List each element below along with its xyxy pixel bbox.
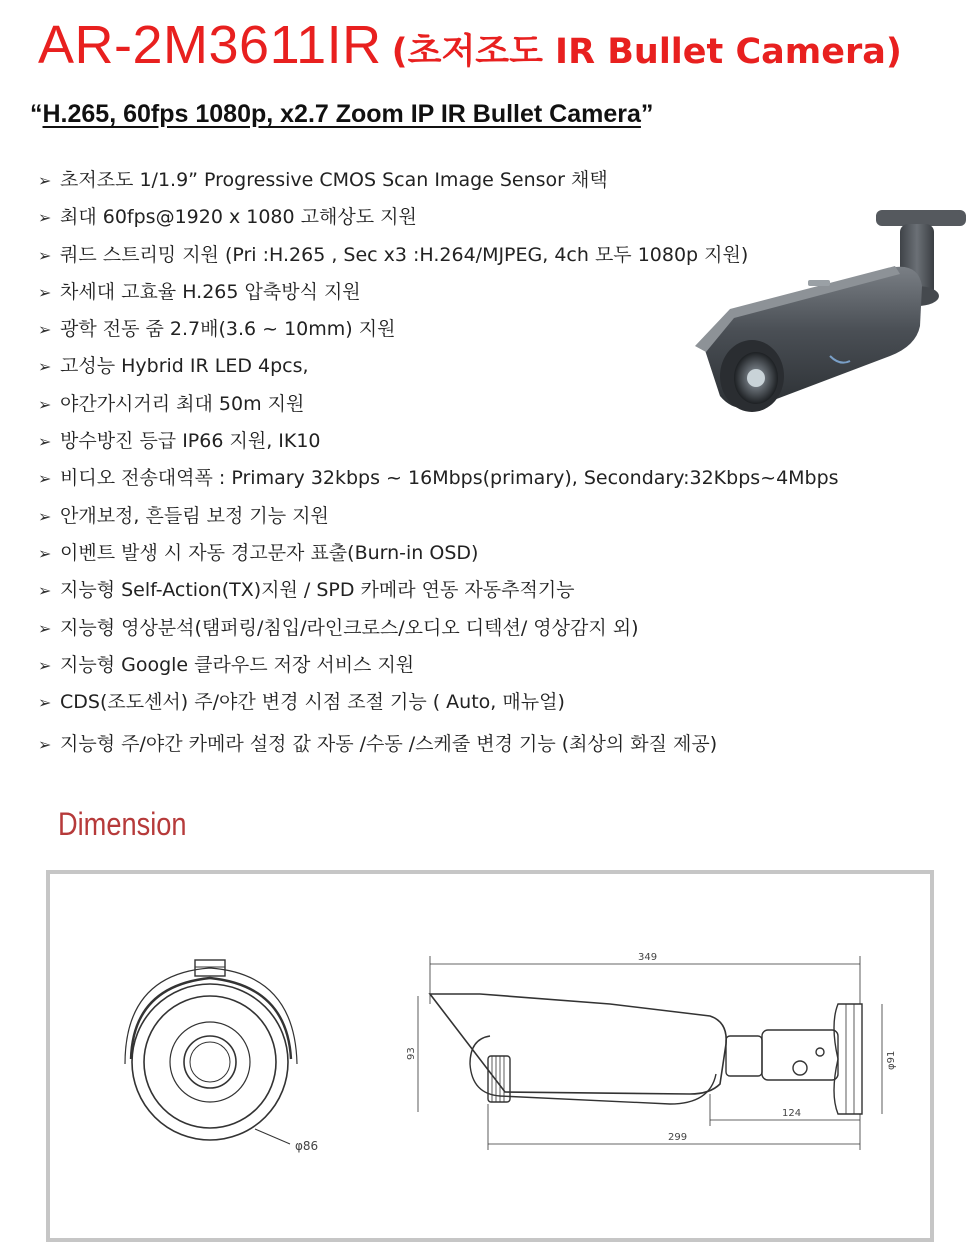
camera-photo xyxy=(690,206,970,426)
bullet-arrow-icon: ➢ xyxy=(38,543,52,563)
front-view-drawing xyxy=(125,954,355,1174)
bracket-length-label: 124 xyxy=(782,1108,802,1119)
feature-item: ➢ 고성능 Hybrid IR LED 4pcs, xyxy=(38,348,839,385)
bullet-arrow-icon: ➢ xyxy=(38,506,52,526)
total-length-label: 349 xyxy=(638,952,658,963)
feature-item: ➢ 이벤트 발생 시 자동 경고문자 표출(Burn-in OSD) xyxy=(38,535,839,572)
tagline-open-quote: “ xyxy=(30,100,43,128)
bullet-arrow-icon: ➢ xyxy=(38,735,52,755)
feature-item: ➢ 광학 전동 줌 2.7배(3.6 ~ 10mm) 지원 xyxy=(38,311,839,348)
bullet-arrow-icon: ➢ xyxy=(38,320,52,340)
feature-item: ➢ 지능형 Google 클라우드 저장 서비스 지원 xyxy=(38,647,839,684)
mount-diameter-label: φ91 xyxy=(886,1050,897,1070)
feature-item: ➢ 지능형 Self-Action(TX)지원 / SPD 카메라 연동 자동추적기능 xyxy=(38,572,839,609)
tagline-close-quote: ” xyxy=(640,100,654,128)
bullet-arrow-icon: ➢ xyxy=(38,469,52,489)
feature-item: ➢ 쿼드 스트리밍 지원 (Pri :H.265 , Sec x3 :H.264/MJPEG, 4ch 모두 1080p 지원) xyxy=(38,237,839,274)
body-length-label: 299 xyxy=(668,1132,688,1143)
feature-item: ➢ 안개보정, 흔들림 보정 기능 지원 xyxy=(38,498,839,535)
bullet-arrow-icon: ➢ xyxy=(38,581,52,601)
bullet-arrow-icon: ➢ xyxy=(38,618,52,638)
bullet-arrow-icon: ➢ xyxy=(38,357,52,377)
bullet-arrow-icon: ➢ xyxy=(38,394,52,414)
dimension-drawing-frame xyxy=(46,870,934,1242)
feature-item: ➢ 비디오 전송대역폭 : Primary 32kbps ~ 16Mbps(primary), Secondary:32Kbps~4Mbps xyxy=(38,460,839,497)
bullet-arrow-icon: ➢ xyxy=(38,208,52,228)
feature-item: ➢ 지능형 영상분석(탬퍼링/침입/라인크로스/오디오 디텍션/ 영상감지 외) xyxy=(38,610,839,647)
side-view-drawing xyxy=(406,944,930,1184)
height-label: 93 xyxy=(406,1047,417,1060)
feature-item: ➢ CDS(조도센서) 주/야간 변경 시점 조절 기능 ( Auto, 매뉴얼) xyxy=(38,684,839,721)
bullet-arrow-icon: ➢ xyxy=(38,655,52,675)
dimension-title: Dimension xyxy=(58,806,187,842)
tagline-text: H.265, 60fps 1080p, x2.7 Zoom IP IR Bullet Camera xyxy=(42,100,641,128)
model-name: AR-2M3611IR xyxy=(38,15,382,75)
feature-item: ➢ 최대 60fps@1920 x 1080 고해상도 지원 xyxy=(38,199,839,236)
product-title xyxy=(38,14,902,76)
feature-item: ➢ 야간가시거리 최대 50m 지원 xyxy=(38,386,839,423)
bullet-arrow-icon: ➢ xyxy=(38,245,52,265)
front-diameter-label: φ86 xyxy=(295,1139,319,1153)
feature-item: ➢ 방수방진 등급 IP66 지원, IK10 xyxy=(38,423,839,460)
feature-item: ➢ 차세대 고효율 H.265 압축방식 지원 xyxy=(38,274,839,311)
bullet-arrow-icon: ➢ xyxy=(38,282,52,302)
tagline xyxy=(30,100,653,129)
bullet-arrow-icon: ➢ xyxy=(38,693,52,713)
feature-item: ➢ 초저조도 1/1.9” Progressive CMOS Scan Image Sensor 채택 xyxy=(38,162,839,199)
bullet-arrow-icon: ➢ xyxy=(38,432,52,452)
bullet-arrow-icon: ➢ xyxy=(38,171,52,190)
feature-item: ➢ 지능형 주/야간 카메라 설정 값 자동 /수동 /스케줄 변경 기능 (최상의 화질 제공) xyxy=(38,726,839,763)
product-type: (초저조도 IR Bullet Camera) xyxy=(391,32,902,72)
